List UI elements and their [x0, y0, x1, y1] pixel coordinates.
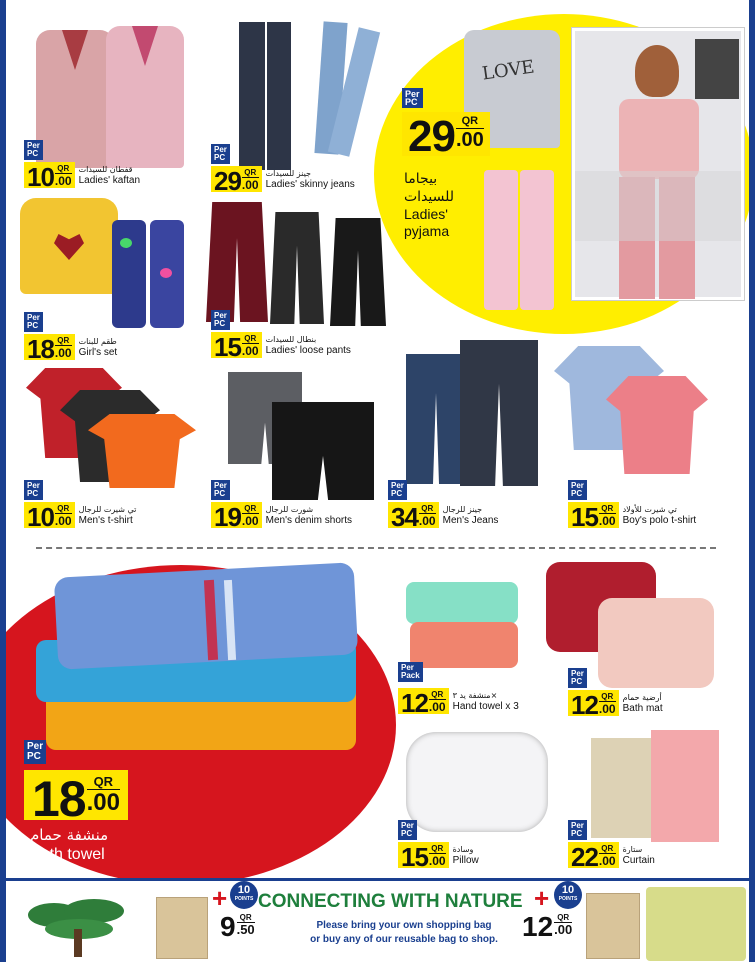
product-name-arabic: تي شيرت للأولاد: [622, 505, 677, 514]
per-unit-label: Per PC: [568, 820, 587, 840]
price-currency: QR: [57, 504, 70, 513]
price-decimals: .50: [236, 922, 255, 937]
loose-pants-image: [206, 198, 386, 328]
price-integer: 15: [401, 842, 428, 872]
price-currency: QR: [601, 844, 614, 853]
price-currency: QR: [421, 504, 434, 513]
per-unit-label: Per PC: [211, 144, 230, 164]
product-name: Pillow: [452, 855, 479, 866]
plus-icon: +: [534, 883, 550, 913]
product-name-arabic: جينز للسيدات: [265, 169, 311, 178]
price-tag-loose-pants: [211, 311, 351, 362]
price-decimals: .00: [428, 854, 446, 868]
tree-icon: [24, 895, 134, 957]
product-name: Hand towel x 3: [452, 701, 519, 712]
price-tag-mens-tshirt: [24, 481, 137, 532]
product-name-arabic: قفطان للسيدات: [78, 165, 133, 174]
per-unit-label: Per PC: [24, 140, 43, 160]
footer-message: Please bring your own shopping bag or buy any of our reusable bag to shop.: [310, 920, 498, 945]
price-integer: 22: [571, 842, 598, 872]
price-currency: QR: [244, 334, 257, 343]
price-tag-boys-polo: [568, 481, 697, 532]
per-unit-label: Per PC: [398, 820, 417, 840]
plus-icon: +: [212, 883, 228, 913]
price-currency: QR: [239, 913, 252, 922]
curtain-image: [591, 730, 721, 845]
product-name: Bath towel: [30, 846, 105, 863]
product-name: Girl's set: [78, 347, 118, 358]
price-integer: 19: [214, 502, 241, 532]
produce-photo: [646, 887, 746, 961]
pillow-image: [402, 728, 552, 838]
price-currency: QR: [57, 164, 70, 173]
price-tag-hand-towel: [398, 663, 519, 718]
mens-tshirt-image: [26, 368, 196, 488]
price-decimals: .00: [241, 178, 259, 192]
price-tag-curtain: [568, 821, 655, 872]
bag-price-2: [522, 913, 572, 941]
denim-shorts-image: [228, 372, 378, 502]
price-decimals: .00: [598, 854, 616, 868]
points-badge: 10 POINTS: [554, 881, 582, 909]
price-decimals: .00: [418, 514, 436, 528]
product-name-arabic: منشفة يد ٣×: [452, 691, 498, 700]
tshirt-print-text: LOVE: [480, 56, 536, 85]
per-unit-label: Per PC: [568, 480, 587, 500]
per-unit-label: Per PC: [211, 480, 230, 500]
price-currency: QR: [601, 692, 614, 701]
price-currency: QR: [244, 168, 257, 177]
price-tag-girls-set: [24, 313, 118, 364]
price-currency: QR: [57, 336, 70, 345]
per-unit-label: Per PC: [24, 312, 43, 332]
kaftan-image: [36, 22, 186, 172]
product-name-arabic: جينز للرجال: [442, 505, 483, 514]
boys-polo-image: [554, 346, 709, 476]
price-integer: 15: [214, 332, 241, 362]
product-name-arabic: بيجاما للسيدات: [404, 171, 455, 205]
product-name: Ladies' kaftan: [78, 175, 141, 186]
bag-price-1: [220, 913, 255, 941]
per-unit-label: Per PC: [211, 310, 230, 330]
footer-banner: [6, 878, 749, 962]
reusable-bag-icon: [586, 893, 640, 959]
product-name: Bath mat: [622, 703, 663, 714]
price-decimals: .00: [54, 346, 72, 360]
price-integer: 34: [391, 502, 418, 532]
price-tag-bath-towel: [24, 741, 128, 827]
mens-jeans-image: [406, 340, 546, 490]
product-name: Curtain: [622, 855, 655, 866]
per-unit-label: Per PC: [24, 480, 43, 500]
price-integer: 12: [401, 688, 428, 718]
product-name-arabic: أرضية حمام: [622, 693, 662, 702]
price-decimals: .00: [54, 174, 72, 188]
product-name: Ladies' skinny jeans: [265, 179, 355, 190]
product-name-arabic: شورت للرجال: [265, 505, 314, 514]
product-name-arabic: وسادة: [452, 845, 474, 854]
price-decimals: .00: [428, 700, 446, 714]
product-name: Men's t-shirt: [78, 515, 133, 526]
per-unit-label: Per PC: [24, 740, 46, 764]
bath-towel-name-block: [30, 826, 108, 864]
price-decimals: .00: [241, 514, 259, 528]
price-integer: 12: [522, 911, 554, 942]
price-currency: QR: [557, 913, 570, 922]
price-decimals: .00: [54, 514, 72, 528]
price-currency: QR: [461, 115, 479, 127]
reusable-bag-icon: [156, 897, 208, 959]
price-currency: QR: [244, 504, 257, 513]
footer-title: CONNECTING WITH NATURE: [258, 891, 523, 912]
price-integer: 10: [27, 502, 54, 532]
price-integer: 15: [571, 502, 598, 532]
product-name: Men's denim shorts: [265, 515, 352, 526]
price-tag-pyjama: [402, 89, 490, 161]
price-currency: QR: [431, 690, 444, 699]
price-tag-kaftan: [24, 141, 141, 192]
price-tag-ladies-jeans: [211, 145, 355, 196]
pyjama-name-block: [404, 170, 474, 240]
hand-towel-image: [402, 574, 522, 674]
price-currency: QR: [601, 504, 614, 513]
product-name-arabic: منشفة حمام: [30, 826, 109, 844]
price-integer: 18: [27, 334, 54, 364]
price-integer: 29: [408, 112, 455, 161]
per-unit-label: Per PC: [388, 480, 407, 500]
price-decimals: .00: [455, 129, 484, 151]
price-decimals: .00: [598, 702, 616, 716]
price-currency: QR: [93, 774, 114, 789]
product-name: Men's Jeans: [442, 515, 499, 526]
price-integer: 10: [27, 162, 54, 192]
product-name-arabic: تي شيرت للرجال: [78, 505, 137, 514]
price-tag-bath-mat: [568, 669, 663, 720]
product-name-arabic: بنطال للسيدات: [265, 335, 317, 344]
price-decimals: .00: [241, 344, 259, 358]
girls-set-image: [20, 198, 200, 333]
price-decimals: .00: [598, 514, 616, 528]
per-unit-label: Per PC: [568, 668, 587, 688]
points-badge: 10 POINTS: [230, 881, 258, 909]
pyjama-image: [461, 30, 562, 310]
price-tag-pillow: [398, 821, 479, 872]
pyjama-model-photo: [572, 28, 744, 300]
per-unit-label: Per Pack: [398, 662, 423, 682]
product-name: Boy's polo t-shirt: [622, 515, 697, 526]
bath-towel-image: [36, 560, 366, 760]
price-integer: 9: [220, 911, 236, 942]
price-currency: QR: [431, 844, 444, 853]
price-tag-mens-jeans: [388, 481, 499, 532]
price-integer: 18: [32, 771, 86, 827]
price-decimals: .00: [554, 922, 573, 937]
price-decimals: .00: [86, 789, 120, 816]
product-name: Ladies' pyjama: [404, 206, 450, 239]
product-name-arabic: ستارة: [622, 845, 643, 854]
ladies-jeans-image: [231, 22, 381, 172]
per-unit-label: Per PC: [402, 88, 423, 108]
product-name-arabic: طقم للبنات: [78, 337, 117, 346]
section-divider: [36, 547, 716, 549]
price-integer: 12: [571, 690, 598, 720]
product-name: Ladies' loose pants: [265, 345, 351, 356]
price-tag-denim-shorts: [211, 481, 352, 532]
price-integer: 29: [214, 166, 241, 196]
